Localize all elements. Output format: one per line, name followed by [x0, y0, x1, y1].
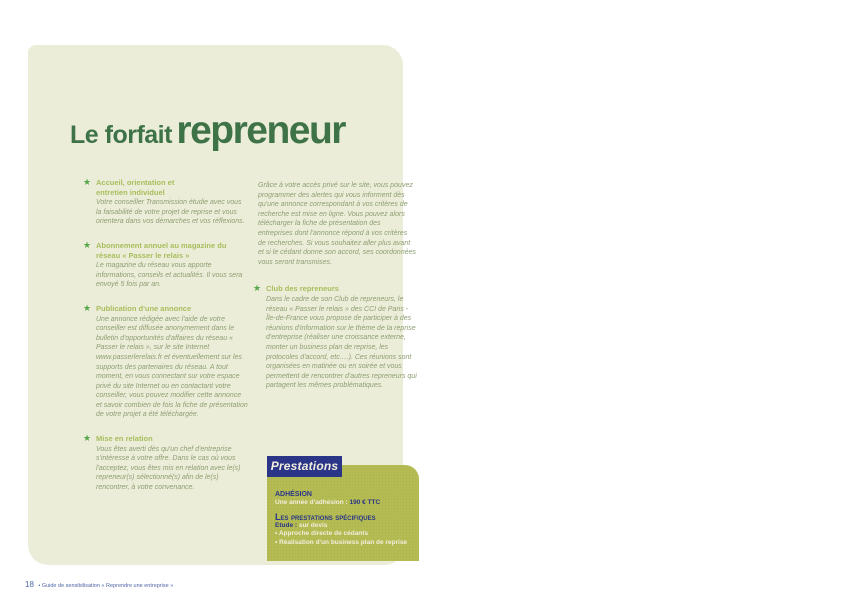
star-icon: ★	[253, 283, 262, 294]
star-icon: ★	[83, 433, 92, 444]
adhesion-line	[275, 499, 413, 508]
list-item-abonnement	[83, 241, 250, 290]
adhesion-heading: ADHÉSION	[275, 491, 312, 498]
item-body: Votre conseiller Transmission étudie avec vous la faisabilité de votre projet de reprise et vous orientera dans vos démarches et vos réflexions.	[96, 199, 245, 226]
item-body: Une annonce rédigée avec l'aide de votre conseiller est diffusée anonymement dans le bulletin d'opportunités d'affaires du réseau « Passer le relais », sur le site Internet www.passerlerelais.fr et éventuellement sur les supports des partenaires du réseau. A tout moment, en vous connectant sur votre espace privé du site Internet ou en contactant votre conseiller, vous pouvez modifier cette annonce et savoir combien de fois la fiche de présentation de votre projet a été téléchargée.	[96, 315, 248, 419]
list-item-mise-en-relation	[83, 434, 250, 493]
page-title	[70, 109, 345, 153]
list-item-club-des-repreneurs	[253, 284, 423, 391]
prestations-box	[267, 465, 419, 561]
item-heading: Accueil, orientation et entretien individuel	[96, 178, 175, 197]
adhesion-value: 190 € TTC	[349, 499, 381, 506]
prestation-bullet: • Réalisation d'un business plan de reprise	[275, 538, 408, 546]
prestation-bullet: • Approche directe de cédants	[275, 530, 369, 537]
right-column	[253, 181, 423, 405]
page-title-regular: Le forfait	[70, 121, 172, 149]
item-heading: Mise en relation	[96, 434, 153, 444]
item-body: Vous êtes averti dès qu'un chef d'entreprise s'intéresse à votre offre. Dans le cas où vous l'acceptez, vous êtes mis en relation avec le(s) repreneur(s) sélectionné(s) afin de le(s) rencontrer, à votre convenance.	[96, 445, 241, 492]
content-card	[28, 45, 417, 565]
item-body: Le magazine du réseau vous apporte informations, conseils et actualités. Il vous sera envoyé 5 fois par an.	[96, 262, 243, 289]
star-icon: ★	[83, 302, 92, 313]
item-heading: Abonnement annuel au magazine du réseau « Passer le relais »	[96, 240, 227, 260]
etude-label: Etude :	[275, 521, 298, 529]
star-icon: ★	[83, 177, 92, 187]
page-footer	[25, 574, 173, 592]
left-column	[83, 178, 250, 507]
footer-text: • Guide de sensibilisation « Reprendre une entreprise »	[38, 583, 174, 589]
item-heading: Club des repreneurs	[266, 284, 339, 294]
item-body: Dans le cadre de son Club de repreneurs, le réseau « Passer le relais » des CCI de Paris - Île-de-France vous propose de participer à des réunions d'information sur le thème de la reprise d'entreprise (réaliser une croissance externe, monter un business plan de reprise, les protocoles d'accord, etc.…). Ces réunions sont organisées en matinée ou en soirée et vous permettent de rencontrer d'autres repreneurs qui partagent les mêmes problématiques.	[266, 295, 417, 390]
specific-prestations-heading: Les prestations spécifiques	[275, 511, 376, 522]
etude-value: sur devis	[298, 521, 328, 529]
list-item-accueil	[83, 178, 250, 227]
column-intro-paragraph: Grâce à votre accès privé sur le site, vous pouvez programmer des alertes qui vous informent dès qu'une annonce correspondant à vos critères de recherche est mise en ligne. Vous pouvez alors télécharger la fiche de présentation des entreprises dont l'annonce répond à vos critères de recherches. Si vous souhaitez aller plus avant et si le cédant donne son accord, ses coordonnées vous seront transmises.	[258, 182, 416, 266]
star-icon: ★	[83, 239, 92, 250]
page-number: 18	[25, 580, 34, 589]
adhesion-label: Une année d'adhésion :	[275, 499, 348, 506]
etude-line	[275, 522, 413, 531]
item-heading: Publication d'une annonce	[96, 303, 192, 313]
prestations-label: Prestations	[267, 456, 342, 477]
list-item-publication	[83, 304, 250, 420]
page-title-bold: repreneur	[176, 109, 345, 152]
